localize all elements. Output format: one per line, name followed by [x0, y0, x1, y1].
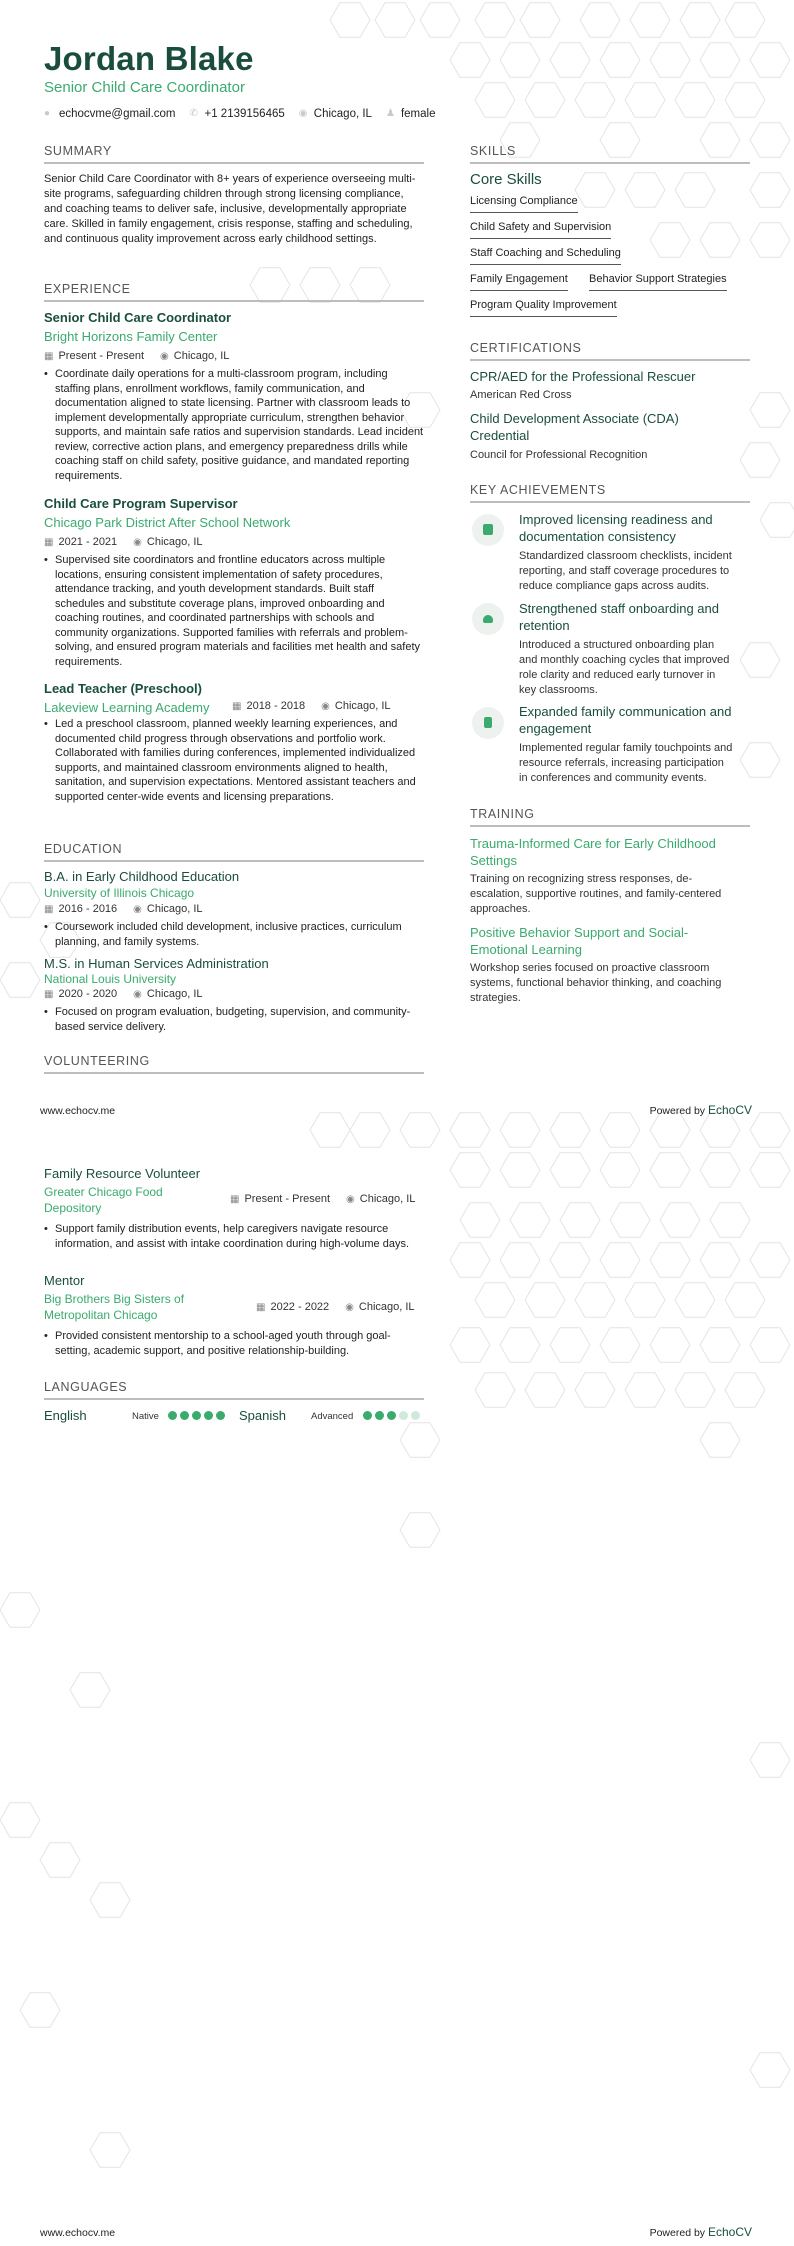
hexagon-shape — [680, 3, 720, 38]
languages-heading: LANGUAGES — [44, 1380, 424, 1400]
location-pin-icon: ◉ — [298, 108, 308, 119]
calendar-icon: ▦ — [256, 1301, 266, 1313]
job-meta: ▦ Present - Present ◉ Chicago, IL — [44, 350, 230, 362]
hexagon-shape — [750, 2053, 790, 2088]
rating-dot — [375, 1411, 384, 1420]
hexagon-shape — [650, 1243, 690, 1278]
contact-phone[interactable]: ✆ +1 2139156465 — [189, 108, 285, 120]
job-company: Chicago Park District After School Network — [44, 515, 291, 530]
hexagon-shape — [625, 1283, 665, 1318]
hexagon-shape — [0, 963, 40, 998]
hexagon-shape — [750, 223, 790, 258]
location-pin-icon: ◉ — [321, 700, 330, 712]
language-rating — [168, 1411, 225, 1420]
skill-tag: Family Engagement — [470, 273, 568, 291]
certification-title: Child Development Associate (CDA) Credential — [470, 411, 679, 443]
hexagon-shape — [725, 1283, 765, 1318]
hexagon-shape — [575, 1373, 615, 1408]
hexagon-shape — [0, 883, 40, 918]
hexagon-shape — [650, 1113, 690, 1148]
job-bullet: • Led a preschool classroom, planned weekly learning experiences, and documented child progress through observations and portfolio work. Collaborated with families during conferences, implemented individualized supports, and maintained classroom environments aligned to health, sanitation, and supervision expectations. Mentored assistant teachers and supported center-wide events and licensing preparations. — [44, 717, 424, 804]
hexagon-shape — [70, 1673, 110, 1708]
hexagon-shape — [700, 43, 740, 78]
hexagon-shape — [740, 743, 780, 778]
skill-tag: Child Safety and Supervision — [470, 221, 611, 239]
hexagon-shape — [0, 1803, 40, 1838]
job-bullet: • Coordinate daily operations for a multi-classroom program, including staffing plans, enrollment workflows, family communication, and documentation aligned to state licensing. Partner with classroom leads to implement developmentally appropriate curriculum, strengthen behavior supports, and maintain safe ratios and supervision standards. Lead incident review, corrective action plans, and emergency preparedness drills while coaching staff on child safety, positive guidance, and mandated reporting requirements. — [44, 367, 424, 483]
hexagon-shape — [400, 1423, 440, 1458]
hexagon-shape — [600, 1328, 640, 1363]
hexagon-shape — [650, 1328, 690, 1363]
volunteer-meta: ▦ 2022 - 2022 ◉ Chicago, IL — [256, 1301, 415, 1313]
hexagon-shape — [660, 1203, 700, 1238]
calendar-icon: ▦ — [44, 903, 54, 915]
skill-tag: Licensing Compliance — [470, 195, 578, 213]
hexagon-shape — [500, 1113, 540, 1148]
hexagon-shape — [750, 173, 790, 208]
hexagon-shape — [550, 1153, 590, 1188]
education-bullet: • Coursework included child development, inclusive practices, curriculum planning, and family systems. — [44, 920, 424, 949]
hexagon-shape — [740, 443, 780, 478]
certifications-heading: CERTIFICATIONS — [470, 341, 750, 361]
location-pin-icon: ◉ — [133, 988, 142, 1000]
hexagon-shape — [450, 1328, 490, 1363]
language-rating — [363, 1411, 420, 1420]
hexagon-shape — [750, 393, 790, 428]
hexagon-shape — [750, 1243, 790, 1278]
rating-dot — [411, 1411, 420, 1420]
rating-dot — [204, 1411, 213, 1420]
hexagon-shape — [725, 83, 765, 118]
hexagon-shape — [500, 1328, 540, 1363]
school-name: University of Illinois Chicago — [44, 886, 195, 900]
clipboard-icon — [472, 514, 504, 546]
hexagon-shape — [500, 1243, 540, 1278]
skills-heading: SKILLS — [470, 144, 750, 164]
rating-dot — [387, 1411, 396, 1420]
location-pin-icon: ◉ — [133, 903, 142, 915]
hexagon-shape — [600, 1243, 640, 1278]
email-icon: ● — [44, 108, 51, 119]
language-level: Advanced — [311, 1411, 354, 1422]
training-heading: TRAINING — [470, 807, 750, 827]
education-bullet: • Focused on program evaluation, budgeting, supervision, and community-based service delivery. — [44, 1005, 424, 1034]
hexagon-shape — [475, 1373, 515, 1408]
summary-text: Senior Child Care Coordinator with 8+ years of experience overseeing multi-site programs, safeguarding children through strong licensing compliance, and coaching teams to deliver safe, inclusive, developmentally appropriate care. Skilled in family engagement, crisis response, staffing and scheduling, and continuous quality improvement across early childhood settings. — [44, 173, 416, 245]
hexagon-shape — [310, 1113, 350, 1148]
summary-heading: SUMMARY — [44, 144, 424, 164]
hexagon-shape — [675, 173, 715, 208]
volunteer-role: Family Resource Volunteer — [44, 1166, 201, 1181]
hexagon-shape — [700, 1243, 740, 1278]
school-name: National Louis University — [44, 972, 177, 986]
calendar-icon: ▦ — [44, 350, 54, 362]
hexagon-shape — [550, 43, 590, 78]
language-name: English — [44, 1408, 87, 1423]
rating-dot — [216, 1411, 225, 1420]
hexagon-shape — [750, 1328, 790, 1363]
hexagon-shape — [525, 1283, 565, 1318]
hexagon-shape — [525, 83, 565, 118]
hexagon-shape — [750, 1743, 790, 1778]
experience-heading: EXPERIENCE — [44, 282, 424, 302]
training-desc: Workshop series focused on proactive classroom systems, functional behavior thinking, and coaching strategies. — [470, 962, 722, 1004]
hexagon-shape — [575, 83, 615, 118]
hexagon-shape — [475, 83, 515, 118]
hexagon-shape — [750, 1113, 790, 1148]
hexagon-shape — [740, 643, 780, 678]
hexagon-shape — [330, 3, 370, 38]
hexagon-shape — [460, 1203, 500, 1238]
hexagon-shape — [750, 1153, 790, 1188]
hexagon-shape — [550, 1113, 590, 1148]
hexagon-shape — [510, 1203, 550, 1238]
hexagon-shape — [700, 1328, 740, 1363]
hexagon-shape — [0, 1593, 40, 1628]
location-pin-icon: ◉ — [160, 350, 169, 362]
hexagon-shape — [560, 1203, 600, 1238]
hexagon-shape — [450, 1153, 490, 1188]
training-title: Trauma-Informed Care for Early Childhood Settings — [470, 836, 716, 868]
phone-icon: ✆ — [189, 108, 198, 119]
hexagon-shape — [450, 1113, 490, 1148]
hexagon-shape — [700, 1113, 740, 1148]
hexagon-shape — [450, 1243, 490, 1278]
hexagon-shape — [575, 1283, 615, 1318]
volunteer-org: Big Brothers Big Sisters of Metropolitan Chicago — [44, 1292, 185, 1322]
hexagon-shape — [525, 1373, 565, 1408]
achievement-title: Strengthened staff onboarding and retention — [519, 601, 719, 633]
education-heading: EDUCATION — [44, 842, 424, 862]
hexagon-shape — [675, 1283, 715, 1318]
location-pin-icon: ◉ — [346, 1193, 355, 1205]
job-company: Bright Horizons Family Center — [44, 329, 218, 344]
document-icon — [472, 707, 504, 739]
hexagon-shape — [475, 1283, 515, 1318]
language-name: Spanish — [239, 1408, 286, 1423]
rating-dot — [180, 1411, 189, 1420]
certification-org: Council for Professional Recognition — [470, 449, 648, 461]
volunteering-heading: VOLUNTEERING — [44, 1054, 424, 1074]
volunteer-org: Greater Chicago Food Depository — [44, 1185, 163, 1215]
contact-bar — [44, 108, 435, 120]
hexagon-shape — [580, 3, 620, 38]
hexagon-shape — [90, 1883, 130, 1918]
job-title: Senior Child Care Coordinator — [44, 310, 232, 325]
job-title: Child Care Program Supervisor — [44, 496, 238, 511]
hexagon-shape — [375, 3, 415, 38]
hexagon-shape — [700, 1153, 740, 1188]
core-skills-heading: Core Skills — [470, 171, 542, 188]
training-title: Positive Behavior Support and Social- Emotional Learning — [470, 925, 689, 957]
hexagon-shape — [760, 503, 794, 538]
hexagon-shape — [400, 1513, 440, 1548]
footer-site[interactable]: www.echocv.me — [40, 2227, 116, 2239]
candidate-title: Senior Child Care Coordinator — [44, 79, 245, 96]
candidate-name: Jordan Blake — [44, 40, 254, 77]
job-title: Lead Teacher (Preschool) — [44, 681, 202, 696]
hexagon-shape — [700, 1423, 740, 1458]
hexagon-shape — [575, 173, 615, 208]
hexagon-shape — [450, 43, 490, 78]
hexagon-shape — [350, 1113, 390, 1148]
rating-dot — [399, 1411, 408, 1420]
rating-dot — [168, 1411, 177, 1420]
job-company: Lakeview Learning Academy — [44, 700, 210, 715]
hexagon-shape — [750, 43, 790, 78]
hexagon-shape — [650, 223, 690, 258]
hexagon-shape — [710, 1203, 750, 1238]
footer-powered: Powered by EchoCV — [649, 1103, 752, 1117]
hexagon-shape — [520, 3, 560, 38]
achievement-desc: Standardized classroom checklists, incident reporting, and staff coverage procedures to reduce compliance gaps across audits. — [519, 550, 732, 592]
hexagon-shape — [475, 3, 515, 38]
calendar-icon: ▦ — [232, 700, 242, 712]
education-meta: ▦ 2020 - 2020 ◉ Chicago, IL — [44, 988, 203, 1000]
hexagon-shape — [675, 1373, 715, 1408]
hexagon-shape — [550, 1243, 590, 1278]
cloud-icon — [472, 603, 504, 635]
hexagon-shape — [500, 43, 540, 78]
achievements-heading: KEY ACHIEVEMENTS — [470, 483, 750, 503]
hexagon-shape — [20, 1993, 60, 2028]
person-icon: ♟ — [385, 108, 395, 119]
contact-location: ◉ Chicago, IL — [298, 108, 372, 120]
hexagon-shape — [610, 1203, 650, 1238]
hexagon-shape — [625, 1373, 665, 1408]
skill-tag: Behavior Support Strategies — [589, 273, 727, 291]
volunteer-role: Mentor — [44, 1273, 85, 1288]
hexagon-shape — [500, 1153, 540, 1188]
hexagon-shape — [725, 1373, 765, 1408]
hexagon-shape — [600, 43, 640, 78]
hexagon-shape — [650, 43, 690, 78]
hexagon-shape — [550, 1328, 590, 1363]
achievement-title: Expanded family communication and engagement — [519, 704, 732, 736]
footer-powered: Powered by EchoCV — [649, 2225, 752, 2239]
rating-dot — [363, 1411, 372, 1420]
rating-dot — [192, 1411, 201, 1420]
hexagon-shape — [725, 3, 765, 38]
job-meta: ▦ 2021 - 2021 ◉ Chicago, IL — [44, 536, 203, 548]
achievement-title: Improved licensing readiness and documentation consistency — [519, 512, 713, 544]
hexagon-shape — [750, 123, 790, 158]
training-desc: Training on recognizing stress responses, de- escalation, supportive routines, and family-centered approaches. — [470, 873, 722, 915]
contact-gender: ♟ female — [385, 108, 436, 120]
volunteer-meta: ▦ Present - Present ◉ Chicago, IL — [230, 1193, 416, 1205]
hexagon-shape — [630, 3, 670, 38]
skill-tag: Program Quality Improvement — [470, 299, 617, 317]
hexagon-shape — [400, 1113, 440, 1148]
degree-title: M.S. in Human Services Administration — [44, 956, 269, 971]
job-meta: ▦ 2018 - 2018 ◉ Chicago, IL — [232, 700, 391, 712]
volunteer-bullet: • Support family distribution events, help caregivers navigate resource information, and assist with intake coordination during high-volume days. — [44, 1222, 424, 1251]
hexagon-shape — [650, 1153, 690, 1188]
calendar-icon: ▦ — [230, 1193, 240, 1205]
skill-tag: Staff Coaching and Scheduling — [470, 247, 621, 265]
job-bullet: • Supervised site coordinators and frontline educators across multiple locations, ensuring consistent implementation of safety procedures, attendance tracking, and youth development standards. Built staff schedules and substitute coverage plans, improved onboarding and coaching routines, and coordinated partnerships with schools and community organizations. Supported families with referrals and problem-solving, and ensured program materials and facilities met health and safety requirements. — [44, 553, 424, 669]
location-pin-icon: ◉ — [345, 1301, 354, 1313]
hexagon-shape — [40, 1843, 80, 1878]
contact-email[interactable]: ● echocvme@gmail.com — [44, 108, 176, 120]
hexagon-shape — [700, 223, 740, 258]
language-level: Native — [132, 1411, 159, 1422]
achievement-desc: Implemented regular family touchpoints and resource referrals, increasing participation in conferences and community events. — [519, 742, 733, 784]
hexagon-shape — [675, 83, 715, 118]
hexagon-shape — [625, 173, 665, 208]
volunteer-bullet: • Provided consistent mentorship to a school-aged youth through goal-setting, academic support, and positive relationship-building. — [44, 1329, 424, 1358]
certification-org: American Red Cross — [470, 389, 572, 401]
education-meta: ▦ 2016 - 2016 ◉ Chicago, IL — [44, 903, 203, 915]
achievement-desc: Introduced a structured onboarding plan and monthly coaching cycles that improved role clarity and reduced early turnover in key classrooms. — [519, 639, 730, 696]
hexagon-shape — [625, 83, 665, 118]
calendar-icon: ▦ — [44, 536, 54, 548]
hexagon-shape — [600, 1113, 640, 1148]
hexagon-shape — [420, 3, 460, 38]
footer-site[interactable]: www.echocv.me — [40, 1105, 116, 1117]
hexagon-shape — [600, 1153, 640, 1188]
certification-title: CPR/AED for the Professional Rescuer — [470, 369, 696, 384]
degree-title: B.A. in Early Childhood Education — [44, 869, 240, 884]
location-pin-icon: ◉ — [133, 536, 142, 548]
hexagon-shape — [90, 2133, 130, 2168]
calendar-icon: ▦ — [44, 988, 54, 1000]
